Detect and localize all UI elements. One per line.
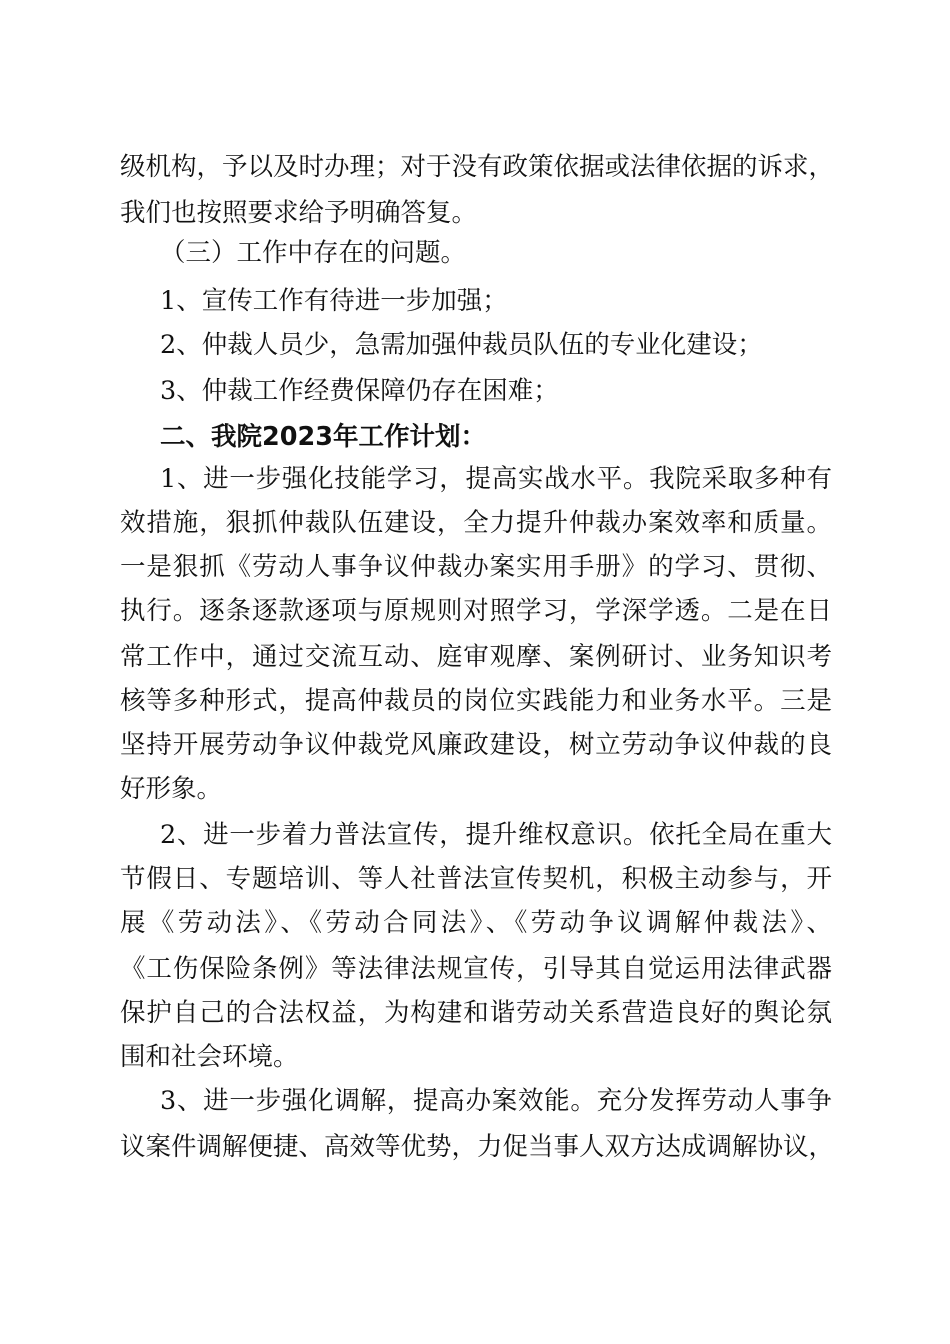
paragraph-line: 一是狠抓《劳动人事争议仲裁办案实用手册》的学习、贯彻、 bbox=[120, 552, 832, 582]
section-heading: （三）工作中存在的问题。 bbox=[160, 238, 467, 268]
paragraph-line: 围和社会环境。 bbox=[120, 1042, 299, 1072]
paragraph-line: 《工伤保险条例》等法律法规宣传，引导其自觉运用法律武器 bbox=[120, 954, 832, 984]
paragraph-line: 核等多种形式，提高仲裁员的岗位实践能力和业务水平。三是 bbox=[120, 686, 832, 716]
paragraph-line: 3、进一步强化调解，提高办案效能。充分发挥劳动人事争 bbox=[160, 1086, 832, 1116]
paragraph-line: 好形象。 bbox=[120, 774, 223, 804]
paragraph-line: 1、进一步强化技能学习，提高实战水平。我院采取多种有 bbox=[160, 464, 832, 494]
list-item: 3、仲裁工作经费保障仍存在困难； bbox=[160, 376, 559, 406]
paragraph-line: 我们也按照要求给予明确答复。 bbox=[120, 198, 478, 228]
paragraph-line: 节假日、专题培训、等人社普法宣传契机，积极主动参与，开 bbox=[120, 864, 832, 894]
list-item: 1、宣传工作有待进一步加强； bbox=[160, 286, 508, 316]
paragraph-line: 坚持开展劳动争议仲裁党风廉政建设，树立劳动争议仲裁的良 bbox=[120, 730, 832, 760]
paragraph-line: 展《劳动法》、《劳动合同法》、《劳动争议调解仲裁法》、 bbox=[120, 908, 832, 938]
paragraph-line: 保护自己的合法权益，为构建和谐劳动关系营造良好的舆论氛 bbox=[120, 998, 832, 1028]
paragraph-line: 2、进一步着力普法宣传，提升维权意识。依托全局在重大 bbox=[160, 820, 832, 850]
section-heading: 二、我院2023年工作计划： bbox=[160, 422, 486, 452]
list-item: 2、仲裁人员少，急需加强仲裁员队伍的专业化建设； bbox=[160, 330, 763, 360]
paragraph-line: 效措施，狠抓仲裁队伍建设，全力提升仲裁办案效率和质量。 bbox=[120, 508, 832, 538]
paragraph-line: 执行。逐条逐款逐项与原规则对照学习，学深学透。二是在日 bbox=[120, 596, 832, 626]
paragraph-line: 级机构，予以及时办理；对于没有政策依据或法律依据的诉求， bbox=[120, 152, 835, 182]
paragraph-line: 议案件调解便捷、高效等优势，力促当事人双方达成调解协议， bbox=[120, 1132, 835, 1162]
paragraph-line: 常工作中，通过交流互动、庭审观摩、案例研讨、业务知识考 bbox=[120, 642, 832, 672]
